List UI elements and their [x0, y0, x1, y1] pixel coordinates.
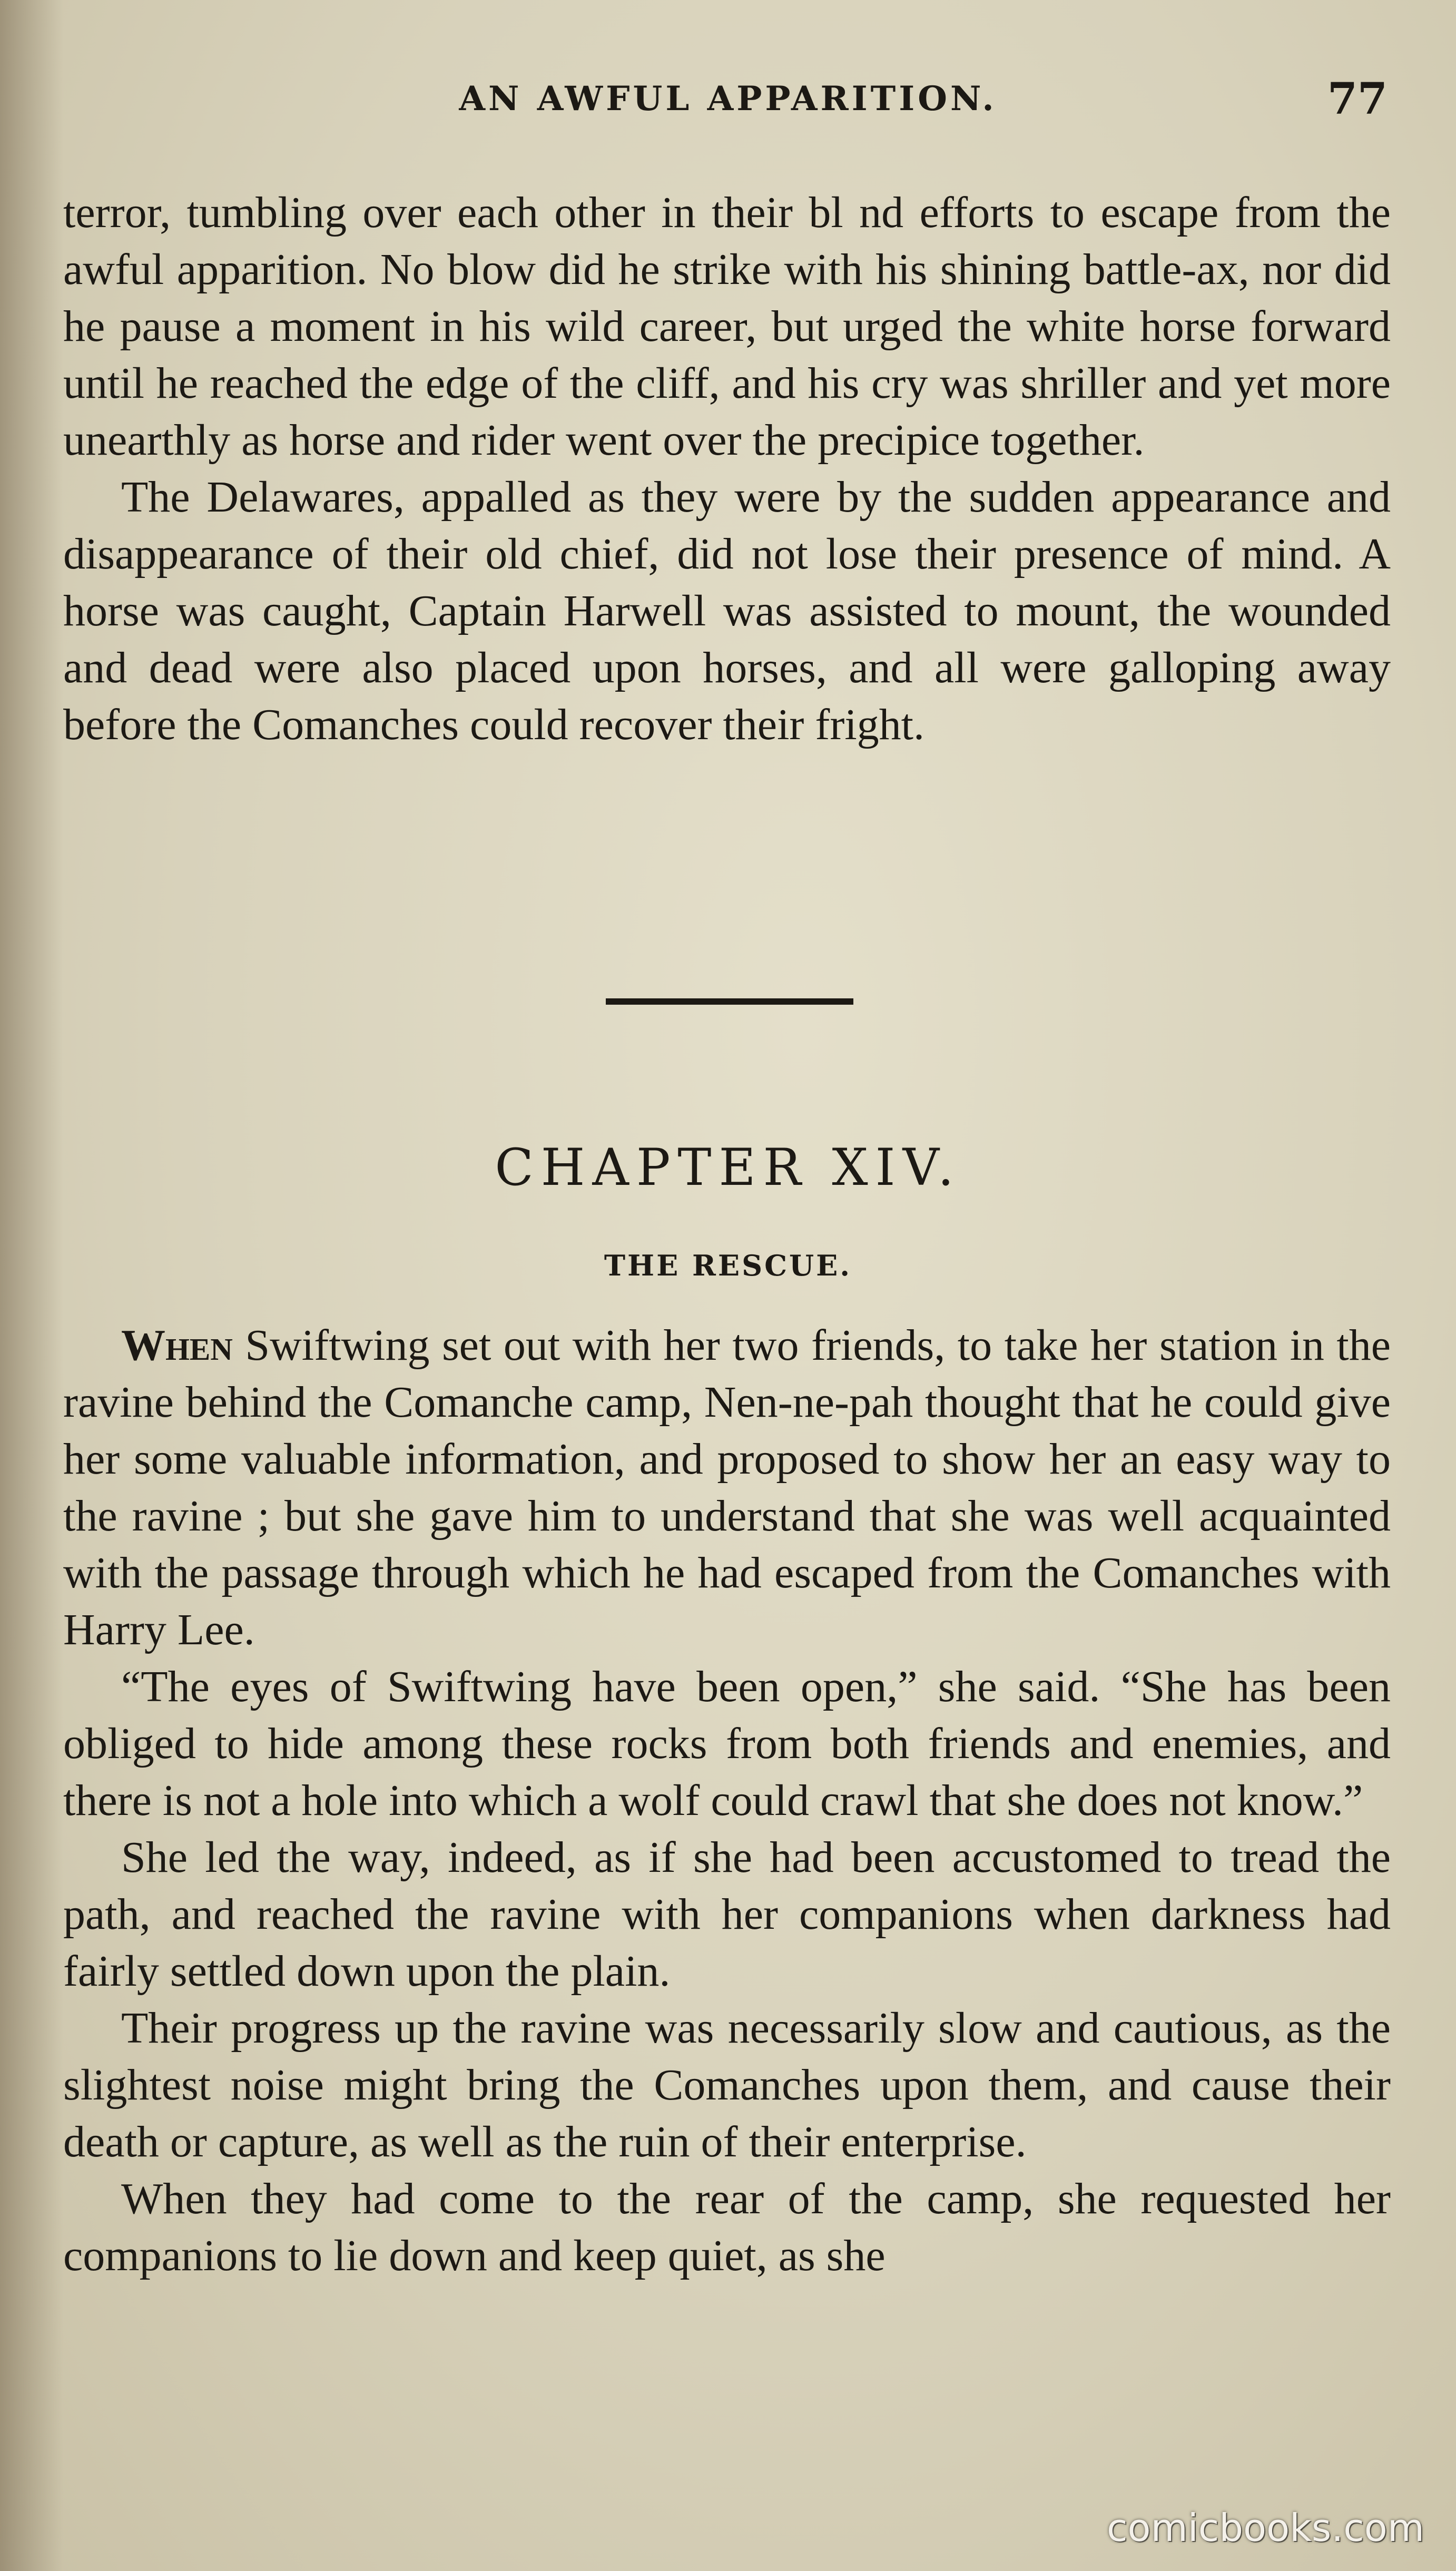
chapter-title: CHAPTER XIV.: [495, 1138, 961, 1197]
watermark: comicbooks.com: [1106, 2506, 1424, 2550]
paragraph-continued: terror, tumbling over each other in their bl nd efforts to escape from the awful apparition. No blow did he strike with his shining battle-ax, nor did he pause a moment in his wild career, but urged the white horse forward until he reached the edge of the cliff, and his cry was shriller and yet more unearthly as horse and rider went over the precipice together.: [63, 188, 1391, 465]
running-title: AN AWFUL APPARITION.: [459, 79, 997, 119]
paragraph-dialogue: “The eyes of Swiftwing have been open,” she said. “She has been obliged to hide among these rocks from both friends and enemies, and there is not a hole into which a wolf could crawl that she does not know.”: [63, 1662, 1391, 1825]
paragraph-progress: Their progress up the ravine was necessarily slow and cautious, as the slightest noise might bring the Comanches upon them, and cause their death or capture, as well as the ruin of their enterprise.: [63, 2004, 1391, 2166]
paragraph-opening: [63, 1317, 1391, 1659]
lead-word: When: [121, 1321, 233, 1370]
chapter-subtitle: THE RESCUE.: [604, 1249, 852, 1282]
paragraph-delawares: The Delawares, appalled as they were by the sudden appearance and disappearance of their old chief, did not lose their presence of mind. A horse was caught, Captain Harwell was assisted to mount, the wounded and dead were also placed upon horses, and all were galloping away before the Comanches could recover their fright.: [63, 473, 1391, 749]
paragraph-led-the-way: She led the way, indeed, as if she had been accustomed to tread the path, and reached the ravine with her companions when darkness had fairly settled down upon the plain.: [63, 1833, 1391, 1996]
body-text-section-1: [63, 184, 1391, 753]
page-number: 77: [1327, 74, 1388, 124]
paragraph-rear-of-camp: When they had come to the rear of the camp, she requested her companions to lie down and keep quiet, as she: [63, 2174, 1391, 2280]
running-head: [0, 74, 1456, 142]
opening-rest: Swiftwing set out with her two friends, to take her station in the ravine behind the Comanche camp, Nen-ne-pah thought that he could give her some valuable information, and proposed to show her an easy way to the ravine ; but she gave him to understand that she was well acquainted with the passage through which he had escaped from the Comanches with Harry Lee.: [63, 1321, 1391, 1654]
gutter-shadow: [0, 0, 63, 2571]
section-divider-rule: [606, 998, 853, 1005]
body-text-section-2: [63, 1317, 1391, 2284]
